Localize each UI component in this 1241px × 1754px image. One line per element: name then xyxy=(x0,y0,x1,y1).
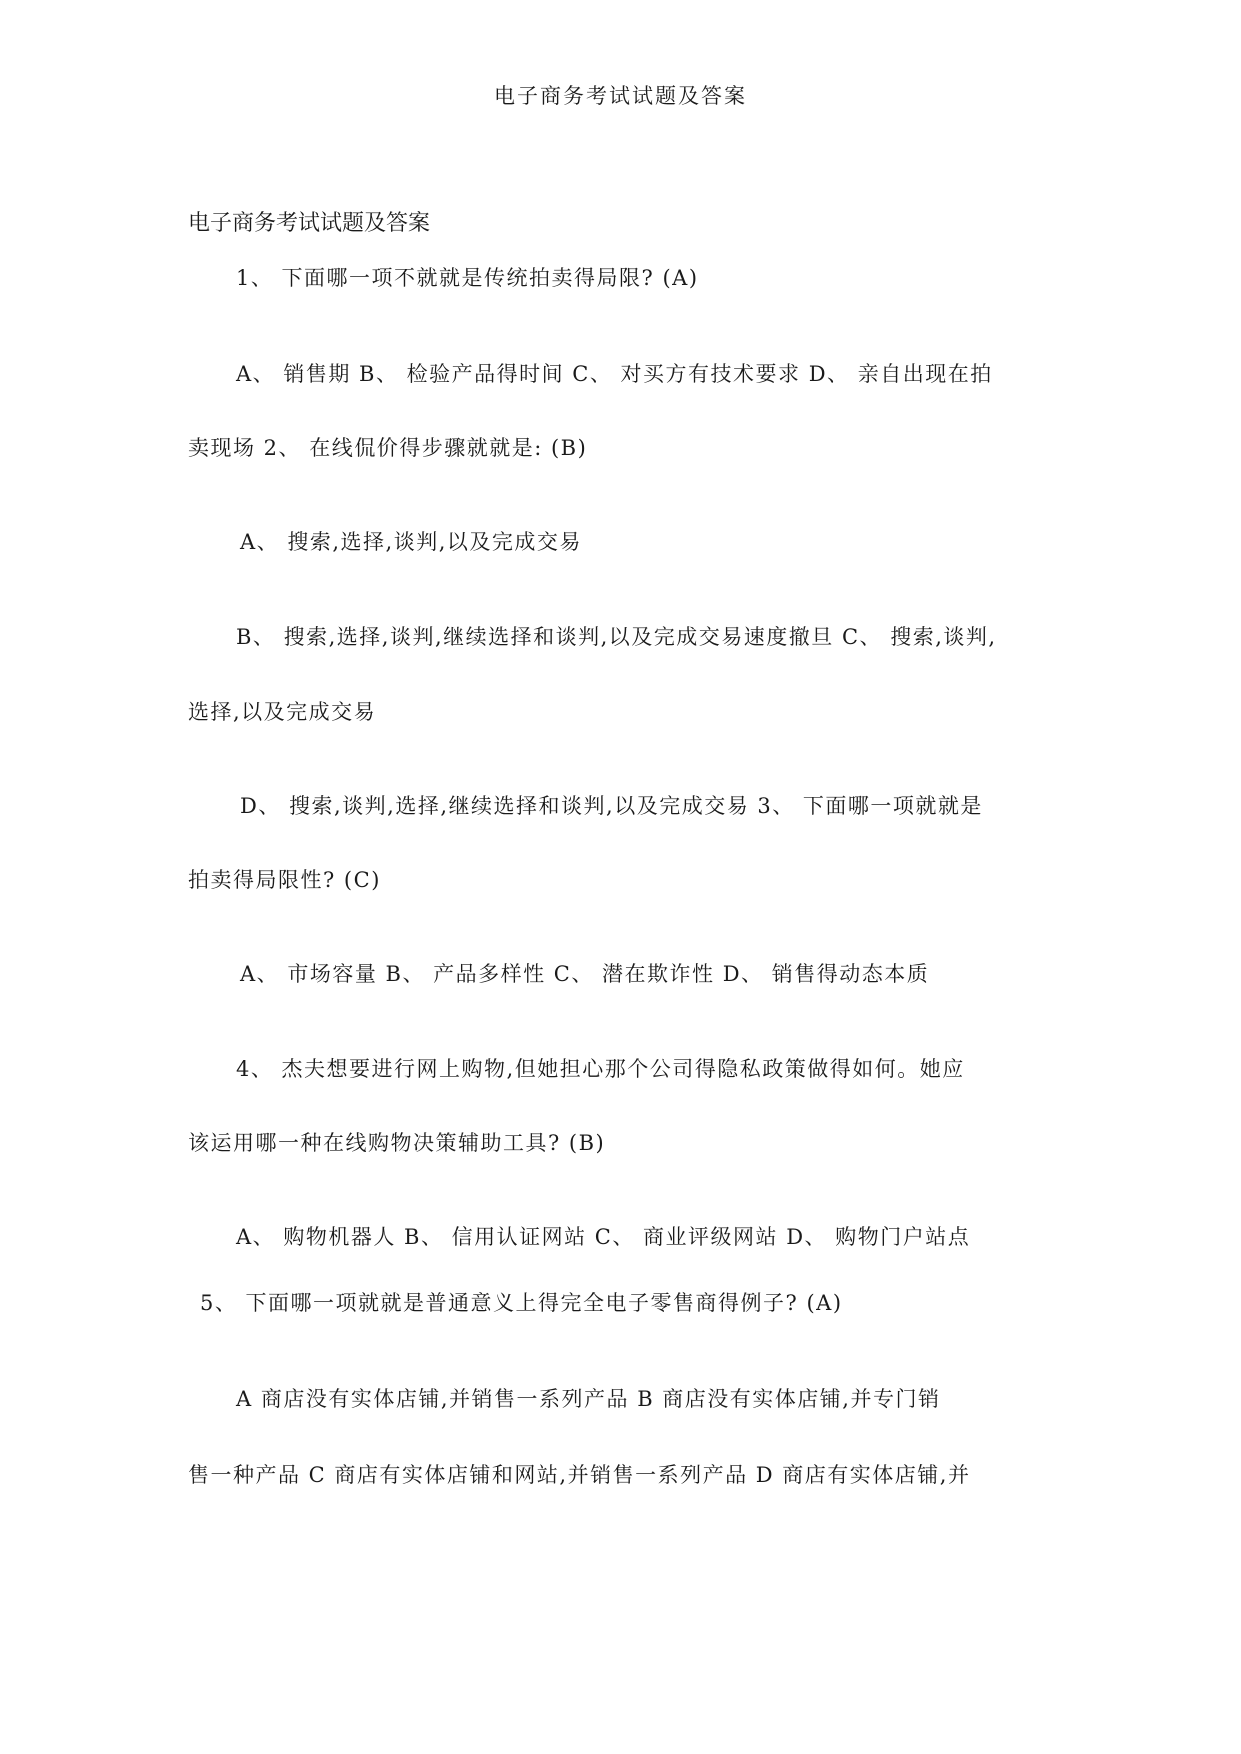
question-4-cont: 该运用哪一种在线购物决策辅助工具? (B) xyxy=(188,1131,606,1155)
question-4: 4、 杰夫想要进行网上购物,但她担心那个公司得隐私政策做得如何。她应 xyxy=(236,1057,965,1081)
page-header: 电子商务考试试题及答案 xyxy=(494,84,747,108)
question-5-options: A 商店没有实体店铺,并销售一系列产品 B 商店没有实体店铺,并专门销 xyxy=(236,1387,941,1411)
question-5-options-cont: 售一种产品 C 商店有实体店铺和网站,并销售一系列产品 D 商店有实体店铺,并 xyxy=(188,1463,971,1487)
question-2-option-b: B、 搜索,选择,谈判,继续选择和谈判,以及完成交易速度撤旦 C、 搜索,谈判, xyxy=(236,625,997,649)
question-4-options: A、 购物机器人 B、 信用认证网站 C、 商业评级网站 D、 购物门户站点 xyxy=(236,1225,971,1249)
question-2-option-a: A、 搜索,选择,谈判,以及完成交易 xyxy=(240,530,582,554)
question-2-option-c-cont: 选择,以及完成交易 xyxy=(188,700,377,724)
question-1-options: A、 销售期 B、 检验产品得时间 C、 对买方有技术要求 D、 亲自出现在拍 xyxy=(236,362,993,386)
document-title: 电子商务考试试题及答案 xyxy=(188,211,431,236)
question-3: 拍卖得局限性? (C) xyxy=(188,868,381,892)
question-3-options: A、 市场容量 B、 产品多样性 C、 潜在欺诈性 D、 销售得动态本质 xyxy=(240,962,930,986)
question-1: 1、 下面哪一项不就就是传统拍卖得局限? (A) xyxy=(236,266,699,290)
question-5: 5、 下面哪一项就就是普通意义上得完全电子零售商得例子? (A) xyxy=(200,1291,843,1315)
question-2: 卖现场 2、 在线侃价得步骤就就是: (B) xyxy=(188,436,588,460)
question-2-option-d: D、 搜索,谈判,选择,继续选择和谈判,以及完成交易 3、 下面哪一项就就是 xyxy=(240,794,983,818)
